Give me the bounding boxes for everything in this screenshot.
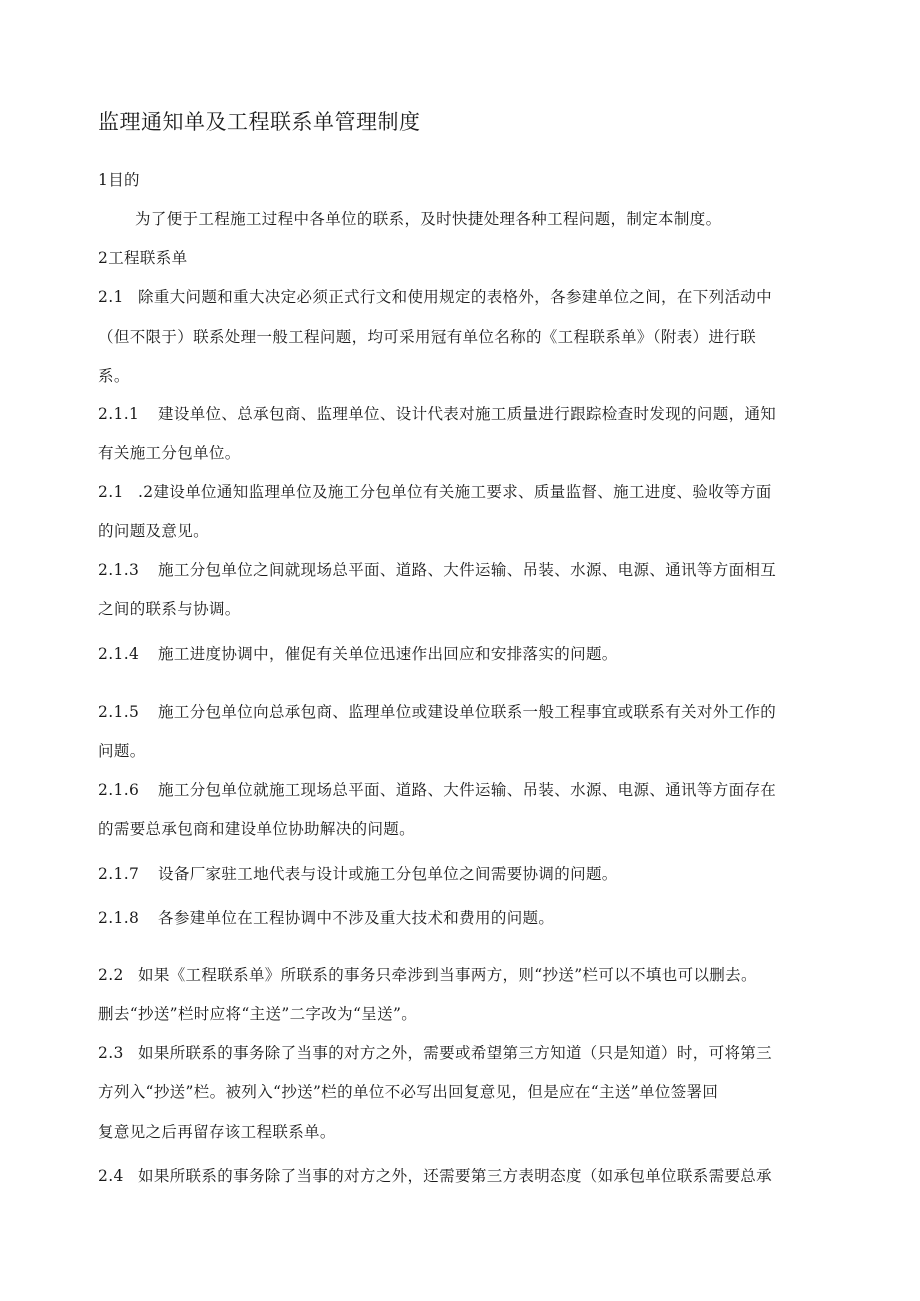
line-text: 问题。 [98,742,146,760]
line-text: 施工分包单位之间就现场总平面、道路、大件运输、吊装、水源、电源、通讯等方面相互 [158,561,777,579]
clause-number: 2.1.6 [98,781,140,799]
clause-line [98,402,776,424]
clause-line [98,1041,772,1063]
line-text: 为了便于工程施工过程中各单位的联系，及时快捷处理各种工程问题，制定本制度。 [135,210,722,228]
paragraph-line [135,207,721,229]
paragraph-line [98,739,146,761]
line-text: 的问题及意见。 [98,522,209,540]
clause-number: 2.3 [98,1044,124,1062]
clause-line [98,778,776,800]
line-text: 1目的 [98,171,140,189]
clause-number: 2.4 [98,1167,124,1185]
clause-number: 2.1.8 [98,909,140,927]
heading-contact-sheet [98,246,187,268]
line-text: 删去“抄送”栏时应将“主送”二字改为“呈送”。 [98,1005,418,1023]
line-text: 如果《工程联系单》所联系的事务只牵涉到当事两方，则“抄送”栏可以不填也可以删去。 [138,966,757,984]
line-text: 有关施工分包单位。 [98,444,241,462]
line-text: （但不限于）联系处理一般工程问题，均可采用冠有单位名称的《工程联系单》（附表）进行联 [98,328,756,346]
line-text: 方列入“抄送”栏。被列入“抄送”栏的单位不必写出回复意见，但是应在“主送”单位签署回 [98,1083,719,1101]
line-text: 各参建单位在工程协调中不涉及重大技术和费用的问题。 [158,909,555,927]
clause-line [98,700,776,722]
clause-number: 2.1.5 [98,703,140,721]
clause-line [98,285,772,307]
heading-purpose [98,168,140,190]
line-text: 施工分包单位向总承包商、监理单位或建设单位联系一般工程事宜或联系有关对外工作的 [158,703,777,721]
line-text: .2建设单位通知监理单位及施工分包单位有关施工要求、质量监督、施工进度、验收等方面 [138,483,772,501]
line-text: 除重大问题和重大决定必须正式行文和使用规定的表格外，各参建单位之间，在下列活动中 [138,288,773,306]
line-text: 施工进度协调中，催促有关单位迅速作出回应和安排落实的问题。 [158,645,618,663]
paragraph-line [98,325,756,347]
clause-number: 2.1.3 [98,561,140,579]
paragraph-line [98,441,241,463]
line-text: 建设单位、总承包商、监理单位、设计代表对施工质量进行跟踪检查时发现的问题，通知 [158,405,777,423]
clause-line [98,642,618,664]
clause-number: 2.1.1 [98,405,140,423]
line-text: 的需要总承包商和建设单位协助解决的问题。 [98,820,416,838]
clause-number: 2.2 [98,966,124,984]
paragraph-line [98,1120,336,1142]
paragraph-line [98,817,415,839]
clause-number: 2.1.4 [98,645,140,663]
line-text: 如果所联系的事务除了当事的对方之外，需要或希望第三方知道（只是知道）时，可将第三 [138,1044,773,1062]
clause-number: 2.1.7 [98,865,140,883]
line-text: 之间的联系与协调。 [98,600,241,618]
paragraph-line [98,1080,718,1102]
clause-number: 2.1 [98,483,124,501]
line-text: 施工分包单位就施工现场总平面、道路、大件运输、吊装、水源、电源、通讯等方面存在 [158,781,777,799]
clause-number: 2.1 [98,288,124,306]
line-text: 设备厂家驻工地代表与设计或施工分包单位之间需要协调的问题。 [158,865,618,883]
clause-line [98,862,618,884]
document-title: 监理通知单及工程联系单管理制度 [98,110,421,134]
line-text: 2工程联系单 [98,249,188,267]
line-text: 系。 [98,367,130,385]
line-text: 如果所联系的事务除了当事的对方之外，还需要第三方表明态度（如承包单位联系需要总承 [138,1167,773,1185]
paragraph-line [98,519,209,541]
clause-line [98,1164,772,1186]
clause-line [98,480,772,502]
line-text: 复意见之后再留存该工程联系单。 [98,1123,336,1141]
clause-line [98,558,776,580]
paragraph-line [98,597,241,619]
paragraph-line [98,364,130,386]
clause-line [98,906,554,928]
clause-line [98,963,757,985]
paragraph-line [98,1002,417,1024]
